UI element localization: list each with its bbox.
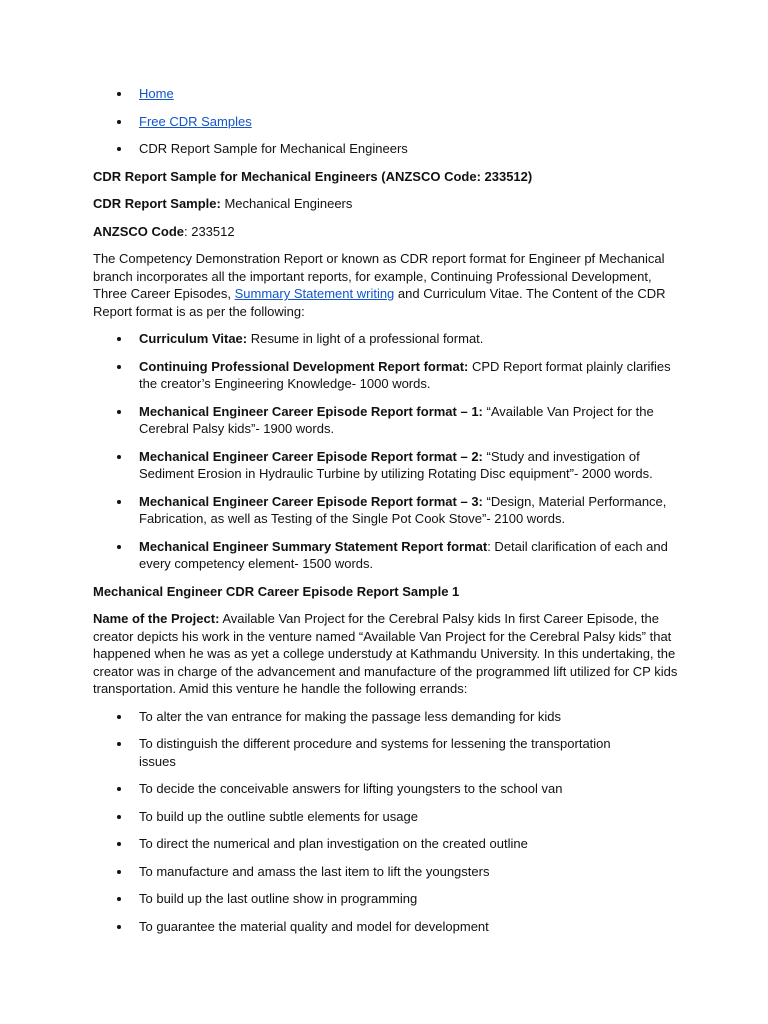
list-item: To alter the van entrance for making the passage less demanding for kids (139, 708, 678, 726)
free-cdr-samples-link[interactable]: Free CDR Samples (139, 113, 252, 129)
summary-statement-link[interactable]: Summary Statement writing (234, 286, 395, 301)
anzsco-value: : 233512 (184, 223, 235, 239)
format-label: Mechanical Engineer Career Episode Report format – 2: (139, 448, 483, 464)
home-link[interactable]: Home (139, 86, 174, 101)
format-item-summary (139, 538, 678, 573)
document-body (93, 85, 678, 935)
project-text: Available Van Project for the Cerebral Palsy kids In first Career Episode, the creator depicts his work in the venture named “Available Van Project for the Cerebral Palsy kids” that happened when he was as yet a college understudy at Kathmandu University. In this undertaking, the creator was in charge of the advancement and manufacture of the programmed lift utilized for CP kids transportation. Amid this venture he handle the following errands: (93, 611, 678, 696)
intro-text-end: and Curriculum Vitae. The Content of the CDR Report format is as per the following: (93, 286, 666, 319)
section-heading-text: Mechanical Engineer CDR Career Episode Report Sample 1 (93, 583, 460, 599)
format-label: Continuing Professional Development Report format: (139, 358, 469, 374)
list-item: To decide the conceivable answers for lifting youngsters to the school van (139, 780, 678, 798)
intro-paragraph (93, 250, 678, 320)
format-text: CPD Report format plainly clarifies the creator’s Engineering Knowledge- 1000 words. (139, 358, 671, 391)
breadcrumb-item-home (139, 85, 678, 103)
format-item-cv (139, 330, 678, 348)
format-item-episode-1 (139, 403, 678, 438)
anzsco-line (93, 223, 678, 241)
format-item-episode-2 (139, 448, 678, 483)
format-item-cpd (139, 358, 678, 393)
list-item: To direct the numerical and plan investigation on the created outline (139, 835, 678, 853)
format-label: Mechanical Engineer Career Episode Report format – 1: (139, 403, 483, 419)
format-item-episode-3 (139, 493, 678, 528)
breadcrumb-item-samples (139, 113, 678, 131)
format-text: “Design, Material Performance, Fabrication, as well as Testing of the Single Pot Cook Stove”- 2100 words. (139, 493, 667, 526)
format-label: Mechanical Engineer Career Episode Report format – 3: (139, 493, 483, 509)
format-label: Curriculum Vitae: (139, 331, 248, 346)
format-text: Resume in light of a professional format. (247, 331, 484, 346)
format-label: Mechanical Engineer Summary Statement Report format (139, 538, 488, 554)
section-heading (93, 583, 678, 601)
task-list (93, 708, 678, 936)
breadcrumb-item-current: CDR Report Sample for Mechanical Engineers (139, 140, 678, 158)
project-paragraph (93, 610, 678, 698)
sample-label: CDR Report Sample: (93, 196, 221, 211)
format-text: : Detail clarification of each and every competency element- 1500 words. (139, 538, 668, 571)
format-text: “Available Van Project for the Cerebral Palsy kids”- 1900 words. (139, 403, 654, 436)
list-item: To guarantee the material quality and model for development (139, 918, 678, 936)
list-item: To build up the outline subtle elements for usage (139, 808, 678, 826)
list-item: To distinguish the different procedure and systems for lessening the transportation issues (139, 735, 678, 770)
intro-text-start: The Competency Demonstration Report or known as CDR report format for Engineer pf Mechanical branch incorporates all the important reports, for example, Continuing Professional Development, Three Career Episodes, (93, 251, 665, 301)
breadcrumb (93, 85, 678, 158)
format-list (93, 330, 678, 573)
project-label: Name of the Project: (93, 611, 220, 626)
list-item: To build up the last outline show in programming (139, 890, 678, 908)
list-item: To manufacture and amass the last item to lift the youngsters (139, 863, 678, 881)
format-text: “Study and investigation of Sediment Erosion in Hydraulic Turbine by utilizing Rotating Disc equipment”- 2000 words. (139, 448, 653, 481)
anzsco-label: ANZSCO Code (93, 223, 184, 239)
page-title-text: CDR Report Sample for Mechanical Engineers (ANZSCO Code: 233512) (93, 168, 533, 184)
page-title (93, 168, 678, 186)
sample-value: Mechanical Engineers (220, 196, 353, 211)
sample-line (93, 195, 678, 213)
